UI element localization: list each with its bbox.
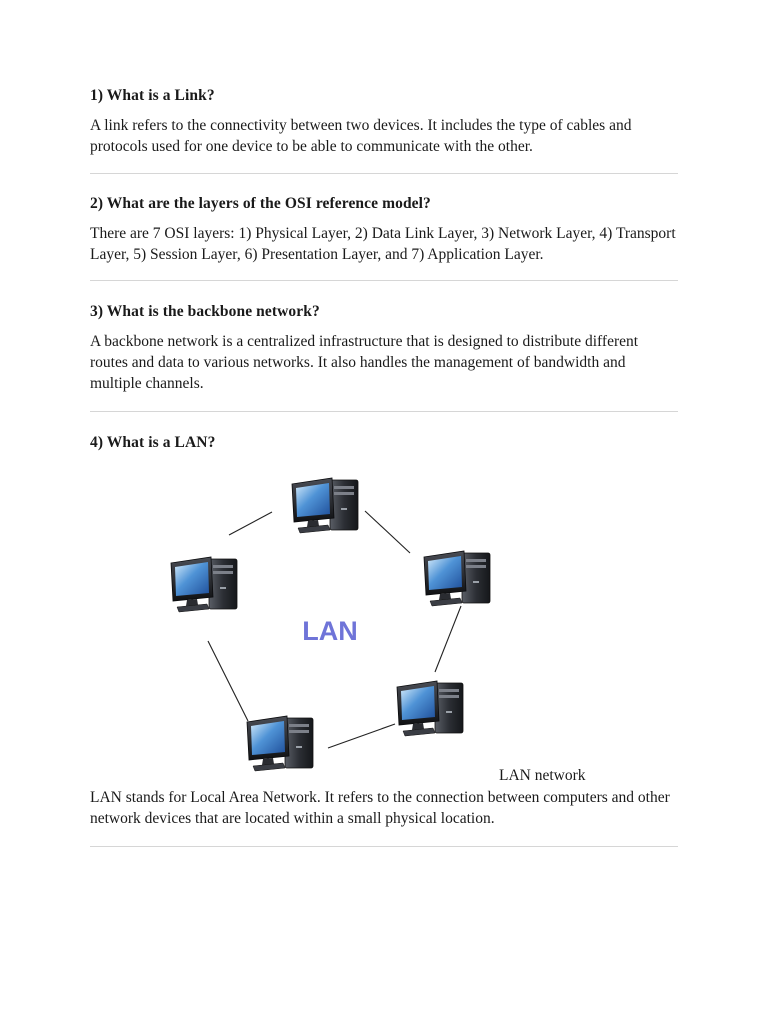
question-heading: 4) What is a LAN? bbox=[90, 434, 216, 451]
lan-diagram bbox=[90, 467, 678, 787]
question-heading: 2) What are the layers of the OSI reference model? bbox=[90, 195, 431, 212]
figure-caption: LAN network bbox=[499, 767, 586, 784]
answer-paragraph: There are 7 OSI layers: 1) Physical Layer, 2) Data Link Layer, 3) Network Layer, 4) Transport Layer, 5) Session Layer, 6) Presentation Layer, and 7) Application Layer. bbox=[90, 225, 676, 263]
answer-paragraph: LAN stands for Local Area Network. It refers to the connection between computers and other network devices that are located within a small physical location. bbox=[90, 789, 670, 827]
computer-icon bbox=[171, 557, 237, 612]
lan-center-label: LAN bbox=[302, 616, 358, 646]
network-link bbox=[229, 512, 272, 535]
network-link bbox=[328, 724, 395, 748]
section-backbone bbox=[90, 302, 678, 394]
document-page bbox=[90, 86, 678, 847]
lan-diagram-svg bbox=[90, 467, 678, 787]
computer-icon bbox=[292, 478, 358, 533]
question-heading: 3) What is the backbone network? bbox=[90, 303, 320, 320]
section-divider bbox=[90, 280, 678, 281]
network-link bbox=[435, 606, 461, 672]
answer-paragraph: A link refers to the connectivity between two devices. It includes the type of cables and protocols used for one device to be able to communicate with the other. bbox=[90, 117, 632, 155]
answer-paragraph: A backbone network is a centralized infrastructure that is designed to distribute different routes and data to various networks. It also handles the management of bandwidth and multiple channels. bbox=[90, 333, 639, 392]
network-link bbox=[208, 641, 248, 721]
computer-icon bbox=[397, 681, 463, 736]
section-lan bbox=[90, 433, 678, 829]
section-divider bbox=[90, 173, 678, 174]
computer-icon bbox=[247, 716, 313, 771]
computer-icon bbox=[424, 551, 490, 606]
section-divider bbox=[90, 846, 678, 847]
section-osi-layers bbox=[90, 194, 678, 265]
question-heading: 1) What is a Link? bbox=[90, 87, 215, 104]
section-divider bbox=[90, 411, 678, 412]
section-link bbox=[90, 86, 678, 157]
network-link bbox=[365, 511, 410, 553]
